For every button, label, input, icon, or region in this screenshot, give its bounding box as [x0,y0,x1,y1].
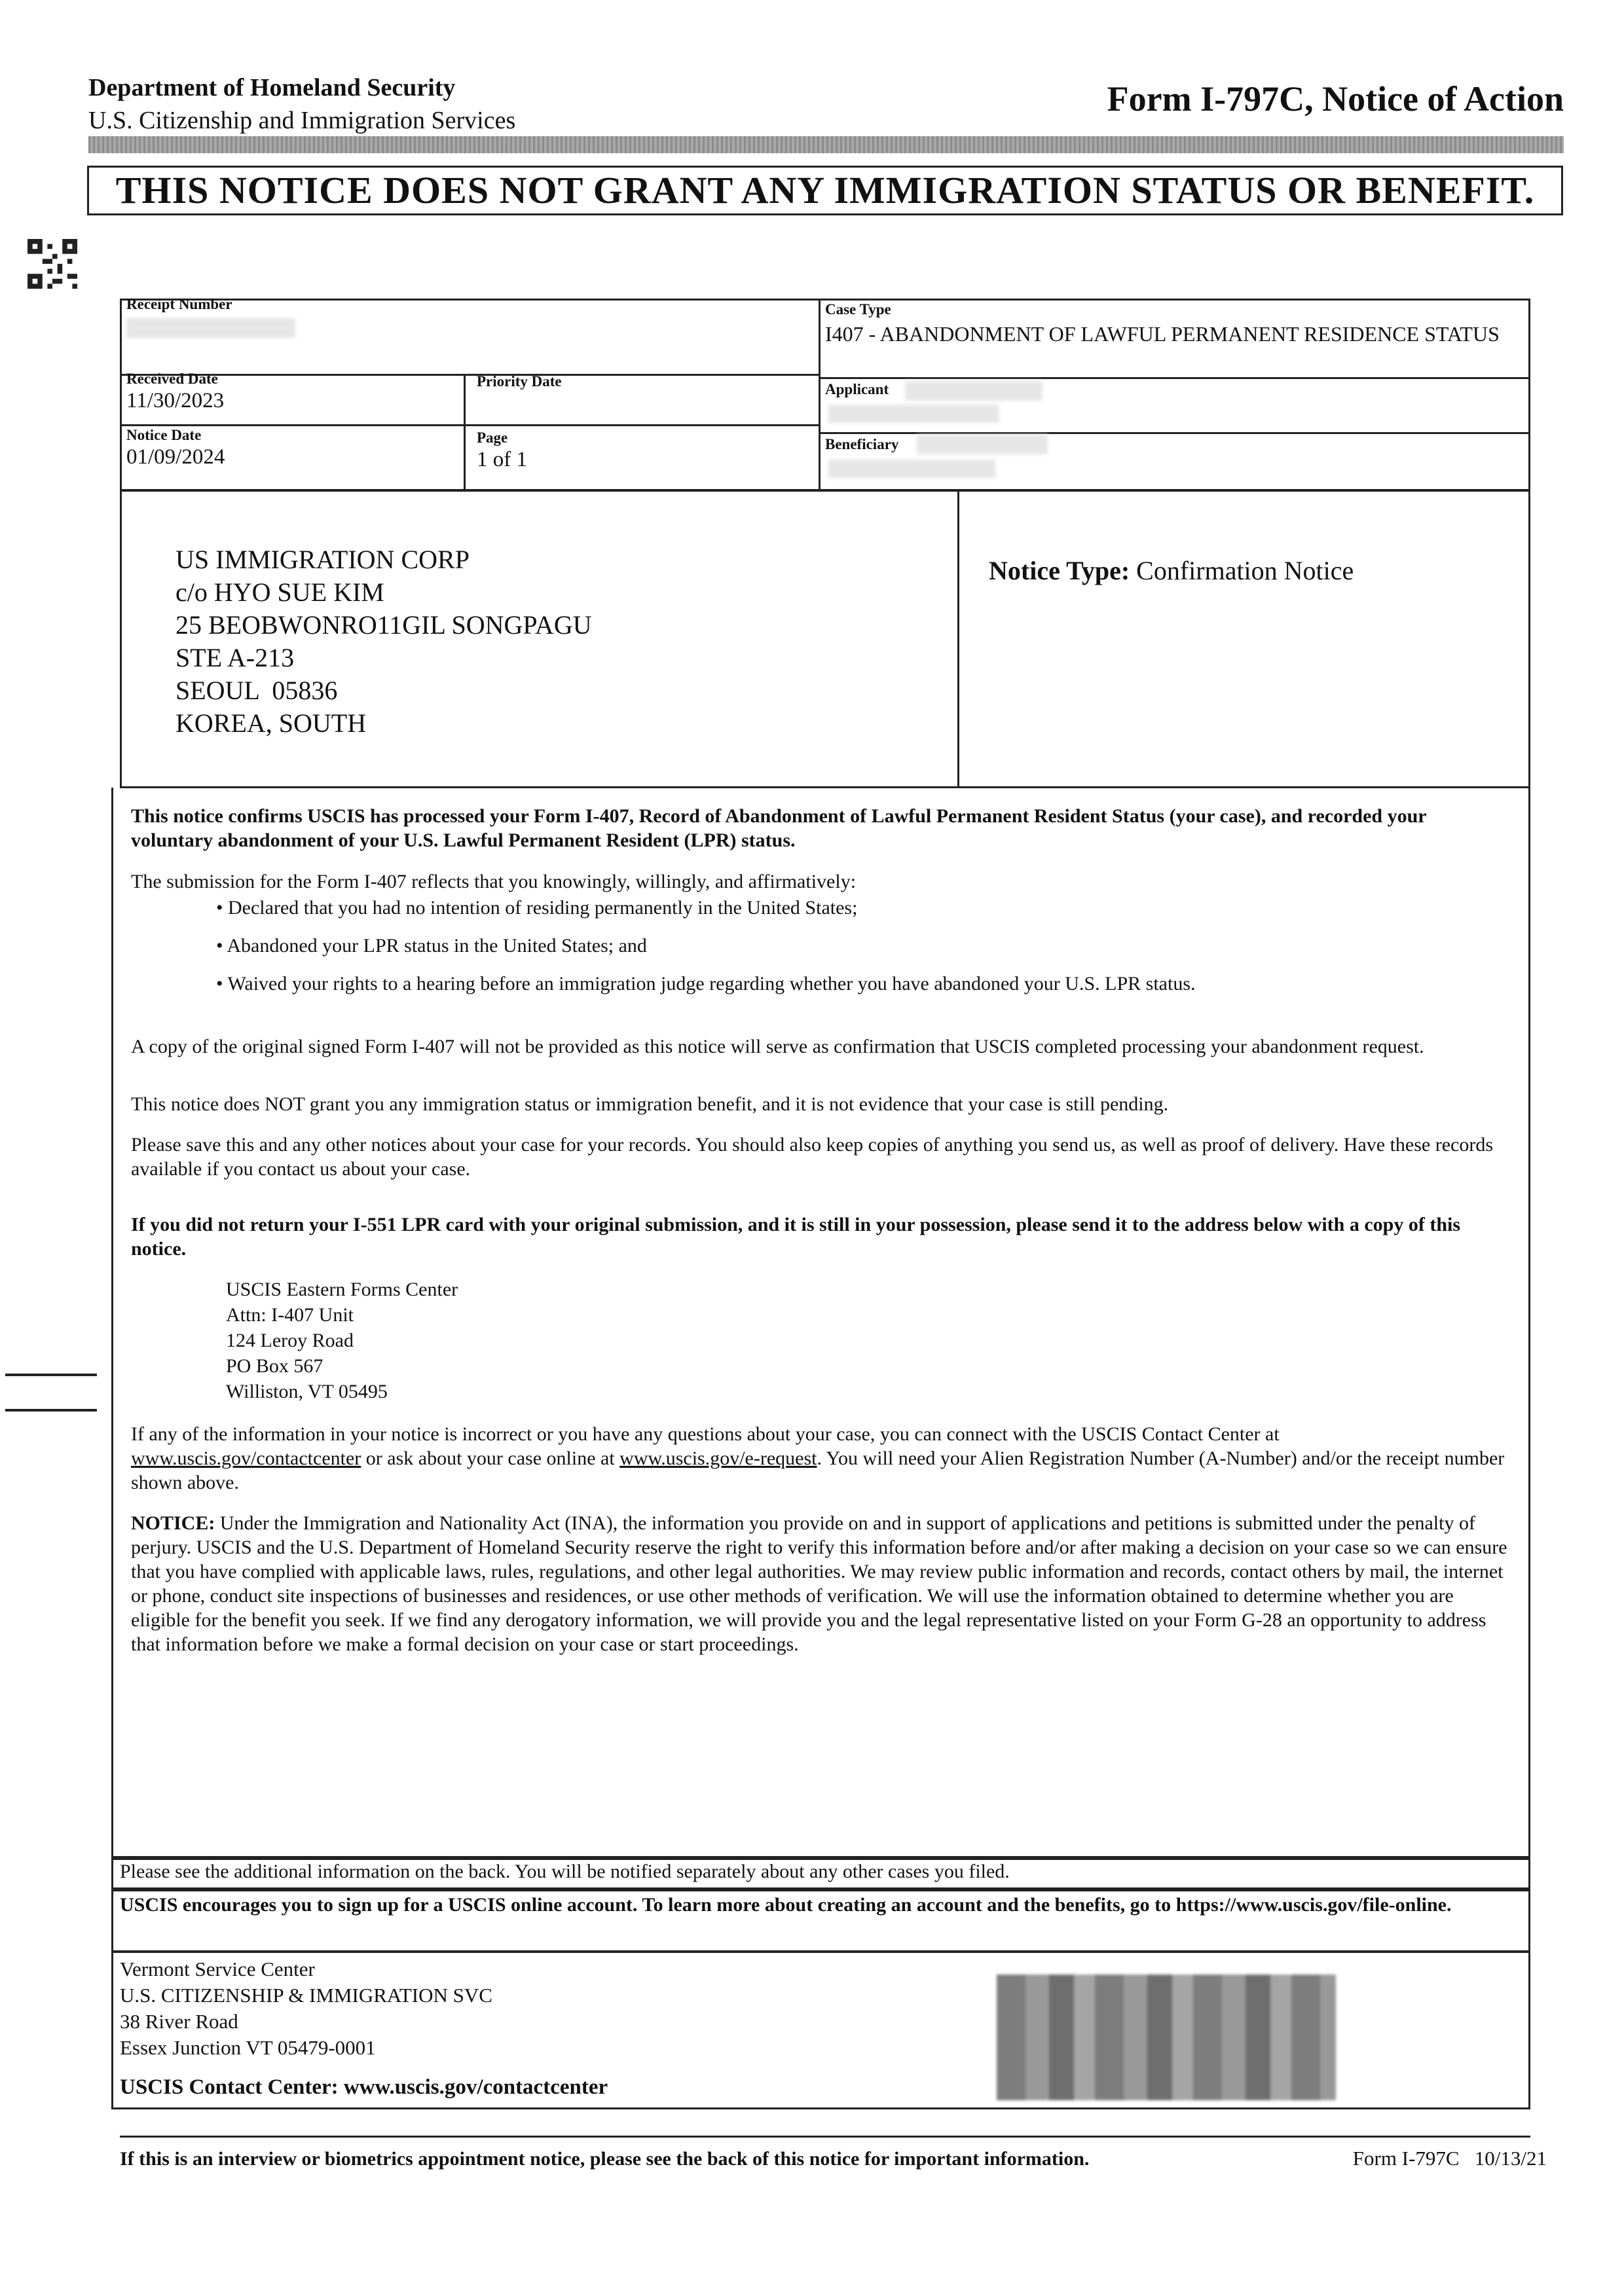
page-value: 1 of 1 [477,448,527,471]
save-records-paragraph: Please save this and any other notices about your case for your records. You should also keep copies of anything you send us, as well as proof of delivery. Have these records available if you contact us about your case. [131,1134,1494,1180]
received-date-value: 11/30/2023 [126,389,225,412]
applicant-label: Applicant [825,381,889,397]
address-line: Vermont Service Center [120,1958,315,1980]
paragraph-text: If any of the information in your notice is incorrect or you have any questions about your case, you can connect with the USCIS Contact Center at [131,1423,1280,1445]
divider [120,424,821,426]
page-label: Page [477,429,508,446]
address-line: USCIS Eastern Forms Center [226,1279,458,1300]
return-card-paragraph: If you did not return your I-551 LPR card with your original submission, and it is still in your possession, please send it to the address below with a copy of this notice. [131,1214,1461,1260]
address-line: PO Box 567 [226,1355,323,1377]
redacted-receipt-number [126,318,295,338]
eastern-forms-address [226,1277,458,1404]
notice-date-label: Notice Date [126,427,202,443]
beneficiary-label: Beneficiary [825,436,899,452]
redacted-beneficiary [828,460,995,478]
header-band [88,136,1564,153]
mailing-address [175,543,592,740]
received-date-label: Received Date [126,371,218,387]
divider [464,374,466,491]
online-account-text: USCIS encourages you to sign up for a USCIS online account. To learn more about creating an account and the benefits, go to https://www.uscis.gov/file-online. [120,1894,1452,1916]
e-request-link[interactable]: www.uscis.gov/e-request [619,1448,817,1469]
notice-type-value: Confirmation Notice [1136,556,1354,585]
notice-type [989,555,1354,586]
notice-date-value: 01/09/2024 [126,445,225,469]
address-line: c/o HYO SUE KIM [175,577,384,607]
not-grant-paragraph: This notice does NOT grant you any immigration status or immigration benefit, and it is not evidence that your case is still pending. [131,1093,1169,1115]
bullet-item: • Waived your rights to a hearing before an immigration judge regarding whether you have abandoned your U.S. LPR status. [216,973,1196,994]
receipt-number-label: Receipt Number [126,296,232,312]
paragraph-text: or ask about your case online at [365,1448,615,1469]
divider [120,374,821,376]
paragraph-text: . You will need your Alien Registration Number (A-Number) and/or the receipt number shown above. [131,1448,1505,1493]
qr-code-icon [28,239,77,289]
notice-paragraph [131,1511,1513,1656]
contact-center-link[interactable]: www.uscis.gov/contactcenter [131,1448,361,1469]
contact-center-line: USCIS Contact Center: www.uscis.gov/contactcenter [120,2075,608,2099]
fold-mark [5,1374,97,1376]
submission-lead: The submission for the Form I-407 reflects that you knowingly, willingly, and affirmatively: [131,871,857,892]
case-type-label: Case Type [825,301,891,318]
address-line: Essex Junction VT 05479-0001 [120,2036,376,2059]
department-name: Department of Homeland Security [88,74,456,101]
address-line: SEOUL 05836 [175,676,338,705]
form-edition [1353,2147,1547,2170]
status-banner: THIS NOTICE DOES NOT GRANT ANY IMMIGRATION STATUS OR BENEFIT. [87,166,1563,215]
notice-label: NOTICE: [131,1512,215,1534]
case-type-value: I407 - ABANDONMENT OF LAWFUL PERMANENT RESIDENCE STATUS [825,322,1500,346]
divider [120,2136,1530,2138]
divider [819,377,1530,379]
bullet-item: • Declared that you had no intention of residing permanently in the United States; [216,897,858,919]
redacted-applicant [828,405,999,423]
fold-mark [5,1409,97,1412]
copy-paragraph: A copy of the original signed Form I-407 will not be provided as this notice will serve as confirmation that USCIS completed processing your abandonment request. [131,1036,1424,1057]
paragraph-text: Under the Immigration and Nationality Act (INA), the information you provide on and in support of applications and petitions is submitted under the penalty of perjury. USCIS and the U.S. Department of Homeland Security reserve the right to verify this information before and/or after making a decision on your case so we can ensure that you have complied with applicable laws, rules, regulations, and other legal authorities. We may review public information and records, contact others by mail, the internet or phone, conduct site inspections of businesses and residences, or use other methods of verification. We will use the information obtained to determine whether you are eligible for the benefit you seek. If we find any derogatory information, we will provide you and the legal representative listed on your Form G-28 an opportunity to address that information before we make a formal decision on your case or start proceedings. [131,1512,1507,1655]
redacted-applicant [905,381,1043,401]
bottom-note: If this is an interview or biometrics appointment notice, please see the back of this notice for important information. [120,2148,1090,2170]
intro-paragraph: This notice confirms USCIS has processed your Form I-407, Record of Abandonment of Lawful Permanent Resident Status (your case), and recorded your voluntary abandonment of your U.S. Lawful Permanent Resident (LPR) status. [131,805,1427,851]
address-line: 38 River Road [120,2010,238,2033]
additional-info-text: Please see the additional information on the back. You will be notified separately about any other cases you filed. [120,1861,1010,1882]
notice-type-label: Notice Type: [989,556,1130,585]
redacted-barcode [997,1975,1336,2100]
divider [957,490,959,788]
address-line: 25 BEOBWONRO11GIL SONGPAGU [175,610,592,640]
address-line: US IMMIGRATION CORP [175,545,470,574]
address-line: STE A-213 [175,643,295,672]
address-line: Williston, VT 05495 [226,1381,388,1402]
form-id: Form I-797C [1352,2147,1460,2170]
form-edition-date: 10/13/21 [1474,2147,1547,2170]
service-center-address [120,1956,492,2061]
redacted-beneficiary [917,435,1048,454]
address-line: 124 Leroy Road [226,1330,354,1351]
address-line: KOREA, SOUTH [175,708,367,738]
priority-date-label: Priority Date [477,373,562,390]
address-line: Attn: I-407 Unit [226,1304,354,1326]
divider [819,432,1530,434]
divider [819,299,821,491]
bullet-item: • Abandoned your LPR status in the United States; and [216,935,647,957]
form-title: Form I-797C, Notice of Action [1107,79,1564,118]
agency-name: U.S. Citizenship and Immigration Services [88,107,516,134]
incorrect-info-paragraph [131,1422,1513,1495]
address-line: U.S. CITIZENSHIP & IMMIGRATION SVC [120,1984,492,2007]
